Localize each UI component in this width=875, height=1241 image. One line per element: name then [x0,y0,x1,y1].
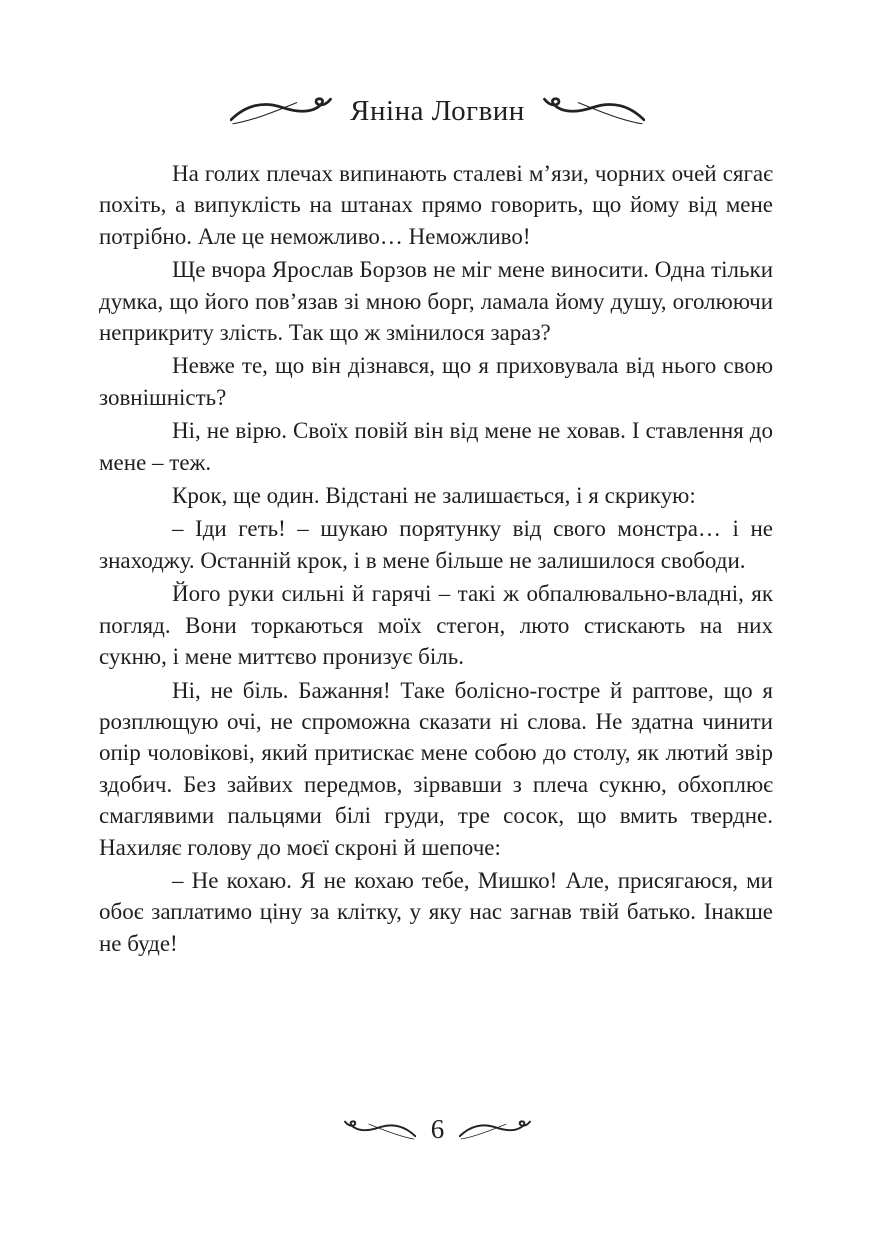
paragraph: Ні, не вірю. Своїх повій він від мене не ховав. І ставлення до мене – теж. [99,418,773,475]
paragraph: На голих плечах випинають сталеві м’язи, чорних очей сягає похіть, а випуклість на штанах прямо говорить, що йому від мене потрібно. Але це неможливо… Неможливо! [99,161,773,249]
paragraph: – Не кохаю. Я не кохаю тебе, Мишко! Але, присягаюся, ми обоє заплатимо ціну за клітку, у яку нас загнав твій батько. Інакше не буде! [99,867,773,956]
page-number: 6 [430,1114,445,1144]
paragraph: Ще вчора Ярослав Борзов не міг мене виносити. Одна тільки думка, що його пов’язав зі мною борг, ламала йому душу, оголюючи неприкриту злість. Так що ж змінилося зараз? [99,257,773,346]
paragraph: Невже те, що він дізнався, що я приховувала від нього свою зовнішність? [99,353,773,410]
author-name: Яніна Логвин [350,94,525,127]
running-header [0,94,875,128]
page-footer [0,1116,875,1143]
paragraph: Ні, не біль. Бажання! Таке болісно-гостре й раптове, що я розплющую очі, не спроможна сказати ні слова. Не здатна чинити опір чоловікові, який притискає мене собою до столу, як лютий звір здобич. Без зайвих передмов, зірвавши з плеча сукню, обхоплює смаглявими пальцями білі груди, тре сосок, що вмить твердне. Нахиляє голову до моєї скроні й шепоче: [99,677,773,860]
flourish-right-icon [543,94,645,128]
flourish-left-icon [344,1118,416,1142]
flourish-right-icon [459,1118,531,1142]
paragraph: Його руки сильні й гарячі – такі ж обпалювально-владні, як погляд. Вони торкаються моїх стегон, люто стискають на них сукню, і мене миттєво пронизує біль. [99,581,773,670]
paragraph: Крок, ще один. Відстані не залишається, і я скрикую: [172,483,696,509]
paragraph: – Іди геть! – шукаю порятунку від свого монстра… і не знаходжу. Останній крок, і в мене більше не залишилося свободи. [99,516,773,573]
body-text [99,158,773,961]
flourish-left-icon [230,94,332,128]
